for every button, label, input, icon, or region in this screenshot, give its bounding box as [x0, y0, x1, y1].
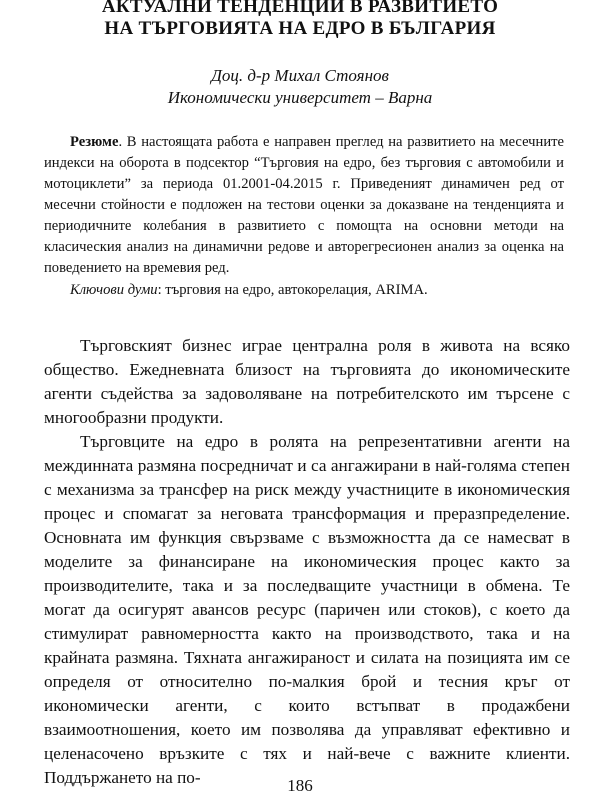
abstract — [44, 132, 564, 279]
page-number: 186 — [287, 776, 313, 795]
body-paragraph-2: Търговците на едро в ролята на репрезентативни агенти на междинната размяна посредничат и са ангажирани в най-голяма степен с механизма за трансфер на риск между участниците в икономическия процес и спомагат за неговата трансформация и преразпределение. Основната им функция свързваме с възможността да се намесват в моделите за финансиране на икономическия процес както за производителите, така и за последващите участници в обмена. Те могат да осигурят авансов ресурс (паричен или стоков), с което да стимулират равномерността както на производството, така и на крайната размяна. Тяхната ангажираност и силата на позицията им се определя от относително по-малкия брой и тесния кръг от икономически агенти, с които встъпват в продажбени взаимоотношения, което им позволява да управляват ефективно и целенасочено връзките с тях и най-вече с важните клиенти. Поддържането на по- — [44, 432, 570, 787]
body-paragraph-1: Търговският бизнес играе централна роля в живота на всяко общество. Ежедневната близост на търговията до икономическите агенти съдейства за задоволяване на потребителското им търсене с многообразни продукти. — [44, 336, 570, 427]
paper-title-line-2: НА ТЪРГОВИЯТА НА ЕДРО В БЪЛГАРИЯ — [104, 18, 496, 39]
paper-title-line-1: АКТУАЛНИ ТЕНДЕНЦИИ В РАЗВИТИЕТО — [101, 0, 499, 17]
abstract-text: . В настоящата работа е направен преглед на развитието на месечните индекси на оборота в подсектор “Търговия на едро, без търговия с автомобили и мотоциклети” за периода 01.2001-04.2015 г. Приведеният динамичен ред от месечни стойности е подложен на тестови оценки за доказване на тенденцията и периодичните колебания в развитието с помощта на основни методи на класическия анализ на динамични редове и авторегресионен анализ за оценка на поведението на времевия ред. — [44, 134, 564, 276]
keywords-text: : търговия на едро, автокорелация, ARIMA. — [157, 282, 428, 298]
author-affiliation: Икономически университет – Варна — [167, 88, 433, 107]
abstract-label: Резюме — [70, 134, 119, 150]
keywords-label: Ключови думи — [70, 282, 158, 298]
keywords — [44, 280, 564, 301]
author-name: Доц. д-р Михал Стоянов — [211, 66, 389, 85]
